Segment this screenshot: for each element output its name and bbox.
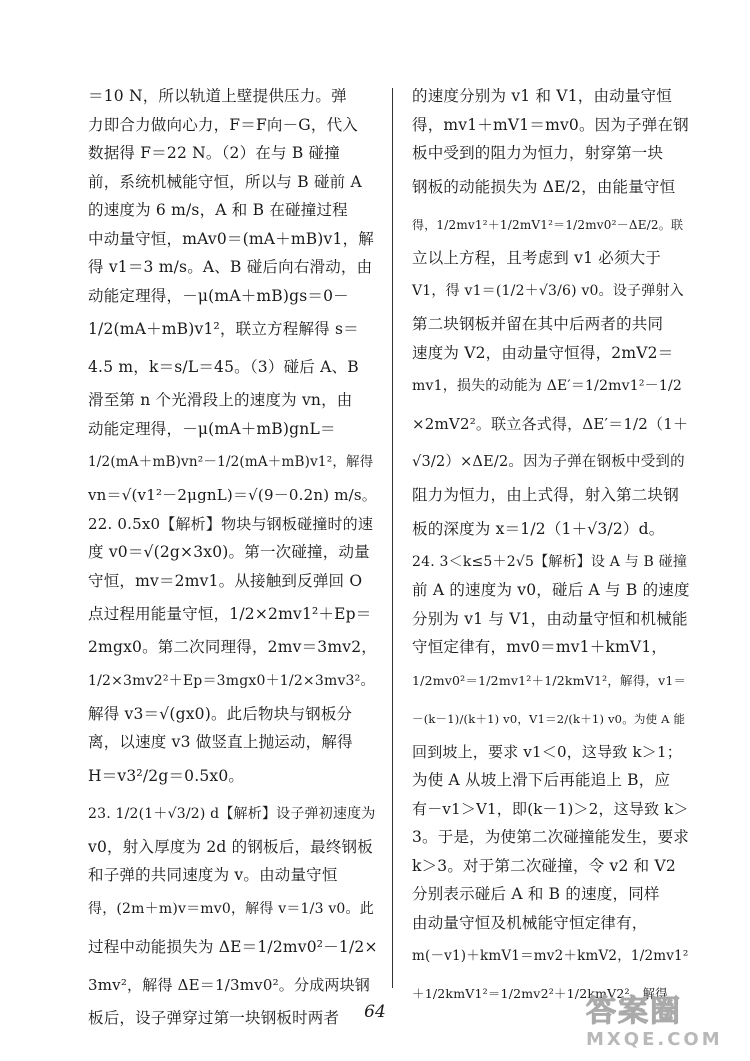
left-column (88, 82, 378, 1032)
text-line: 1/2mv0²＝1/2mv1²＋1/2kmV1²，解得，v1＝ (412, 672, 687, 688)
text-line: ＋1/2kmV1²＝1/2mv2²＋1/2kmV2²，解得， (412, 986, 681, 1001)
text-line: 4.5 m，k＝s/L＝45。（3）碰后 A、B (88, 358, 359, 376)
page-number: 64 (364, 1002, 386, 1022)
text-line: 分别为 v1 与 V1，由动量守恒和机械能 (412, 609, 688, 628)
text-line: k＞3。对于第二次碰撞，令 v2 和 V2 (412, 856, 676, 875)
text-line: 1/2(mA＋mB)vn²－1/2(mA＋mB)v1²，解得 (88, 454, 374, 470)
text-line: 点过程用能量守恒，1/2×2mv1²＋Ep＝ (88, 605, 372, 623)
text-line: 钢板的动能损失为 ΔE/2，由能量守恒 (412, 177, 676, 196)
text-line: H＝v3²/2g＝0.5x0。 (88, 766, 245, 785)
text-line: v0，射入厚度为 2d 的钢板后，最终钢板 (88, 837, 373, 856)
text-line: 速度为 V2，由动量守恒得，2mV2＝ (412, 343, 674, 362)
text-line: 力即合力做向心力，F＝F向－G，代入 (88, 115, 358, 134)
text-line: 前，系统机械能守恒，所以与 B 碰前 A (88, 172, 362, 191)
text-line: 动能定理得，－μ(mA＋mB)gnL＝ (88, 419, 336, 438)
text-line: 动能定理得，－μ(mA＋mB)gs＝0－ (88, 286, 349, 305)
watermark-url: MXQE.COM (586, 1029, 723, 1050)
text-line: 立以上方程，且考虑到 v1 必须大于 (412, 248, 662, 267)
text-line: 板后，设子弹穿过第一块钢板时两者 (88, 1008, 340, 1027)
text-line: 第二块钢板并留在其中后两者的共同 (412, 315, 664, 333)
text-line: m(－v1)＋kmV1＝mv2＋kmV2，1/2mv1² (412, 948, 689, 964)
text-line: ×2mV2²。联立各式得，ΔE′＝1/2（1＋ (412, 415, 689, 433)
text-line: 的速度分别为 v1 和 V1，由动量守恒 (412, 87, 672, 105)
text-line: 回到坡上，要求 v1＜0，这导致 k＞1； (412, 742, 682, 761)
text-line: vn＝√(v1²－2μgnL)＝√(9－0.2n) m/s。 (88, 486, 378, 504)
answer-23-header: 23. 1/2(1＋√3/2) d【解析】设子弹初速度为 (88, 805, 376, 822)
text-line: 度 v0＝√(2g×3x0)。第一次碰撞，动量 (88, 543, 370, 561)
text-line: 过程中动能损失为 ΔE＝1/2mv0²－1/2× (88, 937, 378, 956)
text-line: 守恒定律有，mv0＝mv1＋kmV1， (412, 638, 668, 656)
text-line: 板中受到的阻力为恒力，射穿第一块 (412, 144, 664, 162)
text-line: 得 v1＝3 m/s。A、B 碰后向右滑动，由 (88, 258, 373, 276)
text-line: 解得 v3＝√(gx0)。此后物块与钢板分 (88, 704, 353, 723)
text-line: 中动量守恒，mAv0＝(mA＋mB)v1，解 (88, 229, 374, 248)
column-divider (392, 88, 393, 988)
text-line: 由动量守恒及机械能守恒定律有， (412, 913, 648, 932)
text-line: 2mgx0。第二次同理得，2mv＝3mv2， (88, 638, 377, 656)
text-line: 离，以速度 v3 做竖直上抛运动，解得 (88, 733, 353, 751)
text-line: √3/2）×ΔE/2。因为子弹在钢板中受到的 (412, 454, 685, 470)
text-line: 得，1/2mv1²＋1/2mV1²＝1/2mv0²－ΔE/2。联 (412, 217, 684, 232)
text-line: 得，mv1＋mV1＝mv0。因为子弹在钢 (412, 115, 689, 134)
text-line: 前 A 的速度为 v0，碰后 A 与 B 的速度 (412, 581, 690, 599)
text-line: 3。于是，为使第二次碰撞能发生，要求 (412, 828, 689, 846)
right-column (412, 82, 690, 1013)
text-line: 得，(2m＋m)v＝mv0，解得 v＝1/3 v0。此 (88, 900, 374, 917)
text-line: 分别表示碰后 A 和 B 的速度，同样 (412, 885, 660, 903)
answer-24-header: 24. 3＜k≤5＋2√5【解析】设 A 与 B 碰撞 (412, 553, 688, 570)
text-line: V1，得 v1＝(1/2＋√3/6) v0。设子弹射入 (412, 283, 684, 299)
text-line: 滑至第 n 个光滑段上的速度为 vn，由 (88, 391, 353, 409)
text-line: 板的深度为 x＝1/2（1＋√3/2）d。 (412, 519, 665, 538)
text-line: 1/2(mA＋mB)v1²，联立方程解得 s＝ (88, 320, 359, 338)
text-line: 3mv²，解得 ΔE＝1/3mv0²。分成两块钢 (88, 975, 371, 994)
watermark-logo (586, 995, 736, 1053)
text-line: －(k－1)/(k＋1) v0，V1＝2/(k＋1) v0。为使 A 能 (412, 711, 686, 726)
text-line: 的速度为 6 m/s，A 和 B 在碰撞过程 (88, 201, 348, 219)
text-line: 1/2×3mv2²＋Ep＝3mgx0＋1/2×3mv3²。 (88, 672, 375, 689)
text-line: 和子弹的共同速度为 v。由动量守恒 (88, 866, 338, 884)
watermark-title: 答案圈 (586, 994, 682, 1029)
answer-22-header: 22. 0.5x0【解析】物块与钢板碰撞时的速 (88, 514, 374, 533)
text-line: ＝10 N，所以轨道上壁提供压力。弹 (88, 87, 347, 105)
text-line: mv1，损失的动能为 ΔE′＝1/2mv1²－1/2 (412, 378, 683, 394)
text-line: 守恒，mv＝2mv1。从接触到反弹回 O (88, 571, 363, 590)
text-line: 阻力为恒力，由上式得，射入第二块钢 (412, 486, 679, 504)
text-line: 为使 A 从坡上滑下后再能追上 B，应 (412, 771, 671, 789)
text-line: 有－v1＞V1，即(k－1)＞2，这导致 k＞ (412, 799, 689, 818)
text-line: 数据得 F＝22 N。（2）在与 B 碰撞 (88, 144, 340, 162)
